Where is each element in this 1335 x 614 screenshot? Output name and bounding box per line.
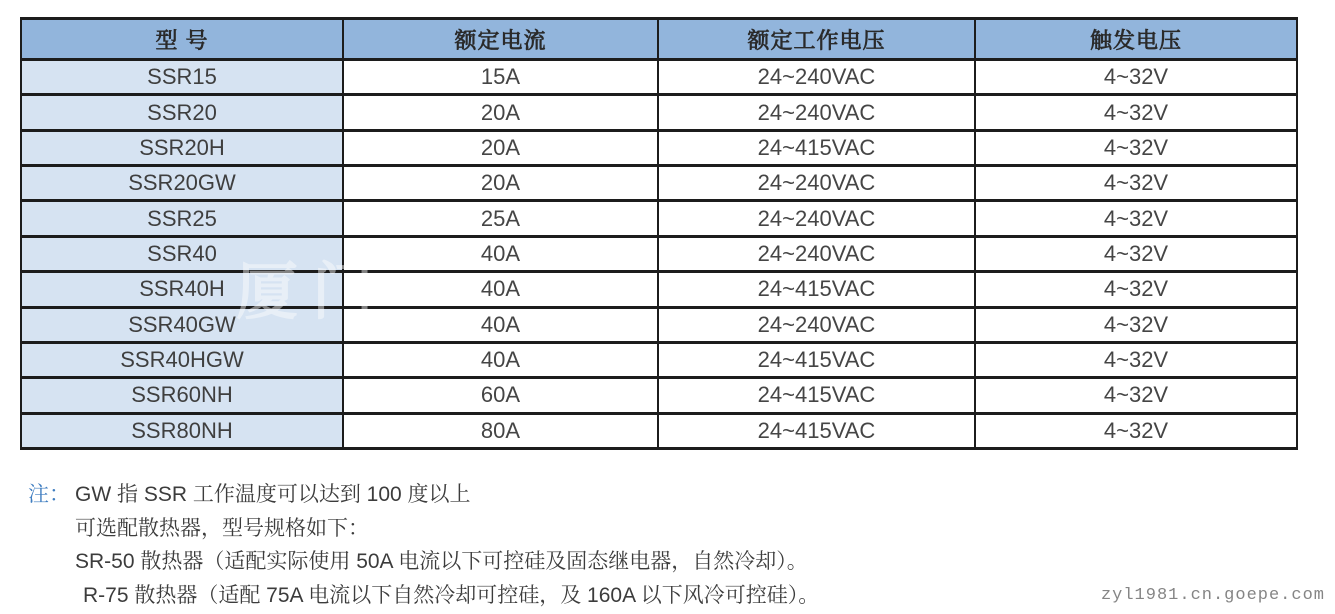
col-header-rated-current: 额定电流 [343, 19, 658, 60]
table-row [21, 378, 1297, 413]
value-cell: 24~240VAC [658, 166, 975, 201]
table-row [21, 307, 1297, 342]
model-cell: SSR80NH [21, 413, 343, 448]
value-cell: 4~32V [975, 236, 1297, 271]
note-line: 可选配散热器，型号规格如下： [75, 516, 369, 540]
model-cell: SSR15 [21, 60, 343, 95]
value-cell: 24~240VAC [658, 236, 975, 271]
value-cell: 24~240VAC [658, 201, 975, 236]
table-body [21, 60, 1297, 449]
col-header-trigger-voltage: 触发电压 [975, 19, 1297, 60]
table-row [21, 272, 1297, 307]
model-cell: SSR40 [21, 236, 343, 271]
table-header-row [21, 19, 1297, 60]
model-cell: SSR40HGW [21, 342, 343, 377]
value-cell: 24~415VAC [658, 272, 975, 307]
note-line: R-75 散热器（适配 75A 电流以下自然冷却可控硅，及 160A 以下风冷可控硅）。 [83, 583, 820, 607]
value-cell: 4~32V [975, 166, 1297, 201]
table-row [21, 130, 1297, 165]
value-cell: 24~415VAC [658, 378, 975, 413]
value-cell: 20A [343, 166, 658, 201]
col-header-model: 型 号 [21, 19, 343, 60]
note-line [28, 478, 1028, 512]
site-watermark: zyl1981.cn.goepe.com [1100, 586, 1325, 605]
value-cell: 4~32V [975, 272, 1297, 307]
value-cell: 4~32V [975, 413, 1297, 448]
value-cell: 24~240VAC [658, 307, 975, 342]
value-cell: 25A [343, 201, 658, 236]
ssr-spec-table [20, 17, 1298, 450]
table-row [21, 342, 1297, 377]
note-line: SR-50 散热器（适配实际使用 50A 电流以下可控硅及固态继电器，自然冷却）。 [75, 550, 808, 573]
note-text: GW 指 SSR 工作温度可以达到 100 度以上 [75, 483, 471, 506]
table-row [21, 236, 1297, 271]
value-cell: 24~415VAC [658, 130, 975, 165]
table-row [21, 95, 1297, 130]
value-cell: 4~32V [975, 307, 1297, 342]
value-cell: 24~415VAC [658, 413, 975, 448]
value-cell: 24~240VAC [658, 60, 975, 95]
faint-company-watermark: 厦门 [236, 258, 389, 327]
table-row [21, 413, 1297, 448]
value-cell: 24~415VAC [658, 342, 975, 377]
table-row [21, 166, 1297, 201]
col-header-working-voltage: 额定工作电压 [658, 19, 975, 60]
value-cell: 4~32V [975, 378, 1297, 413]
value-cell: 4~32V [975, 130, 1297, 165]
model-cell: SSR20GW [21, 166, 343, 201]
value-cell: 24~240VAC [658, 95, 975, 130]
value-cell: 15A [343, 60, 658, 95]
value-cell: 4~32V [975, 95, 1297, 130]
model-cell: SSR60NH [21, 378, 343, 413]
value-cell: 40A [343, 307, 658, 342]
value-cell: 4~32V [975, 342, 1297, 377]
model-cell: SSR40H [21, 272, 343, 307]
value-cell: 4~32V [975, 201, 1297, 236]
model-cell: SSR25 [21, 201, 343, 236]
value-cell: 20A [343, 95, 658, 130]
model-cell: SSR40GW [21, 307, 343, 342]
value-cell: 4~32V [975, 60, 1297, 95]
table-row [21, 201, 1297, 236]
table-row [21, 60, 1297, 95]
value-cell: 80A [343, 413, 658, 448]
value-cell: 40A [343, 342, 658, 377]
value-cell: 40A [343, 272, 658, 307]
value-cell: 40A [343, 236, 658, 271]
model-cell: SSR20 [21, 95, 343, 130]
value-cell: 20A [343, 130, 658, 165]
model-cell: SSR20H [21, 130, 343, 165]
notes-block [28, 478, 1028, 612]
value-cell: 60A [343, 378, 658, 413]
note-label: 注： [28, 483, 70, 506]
